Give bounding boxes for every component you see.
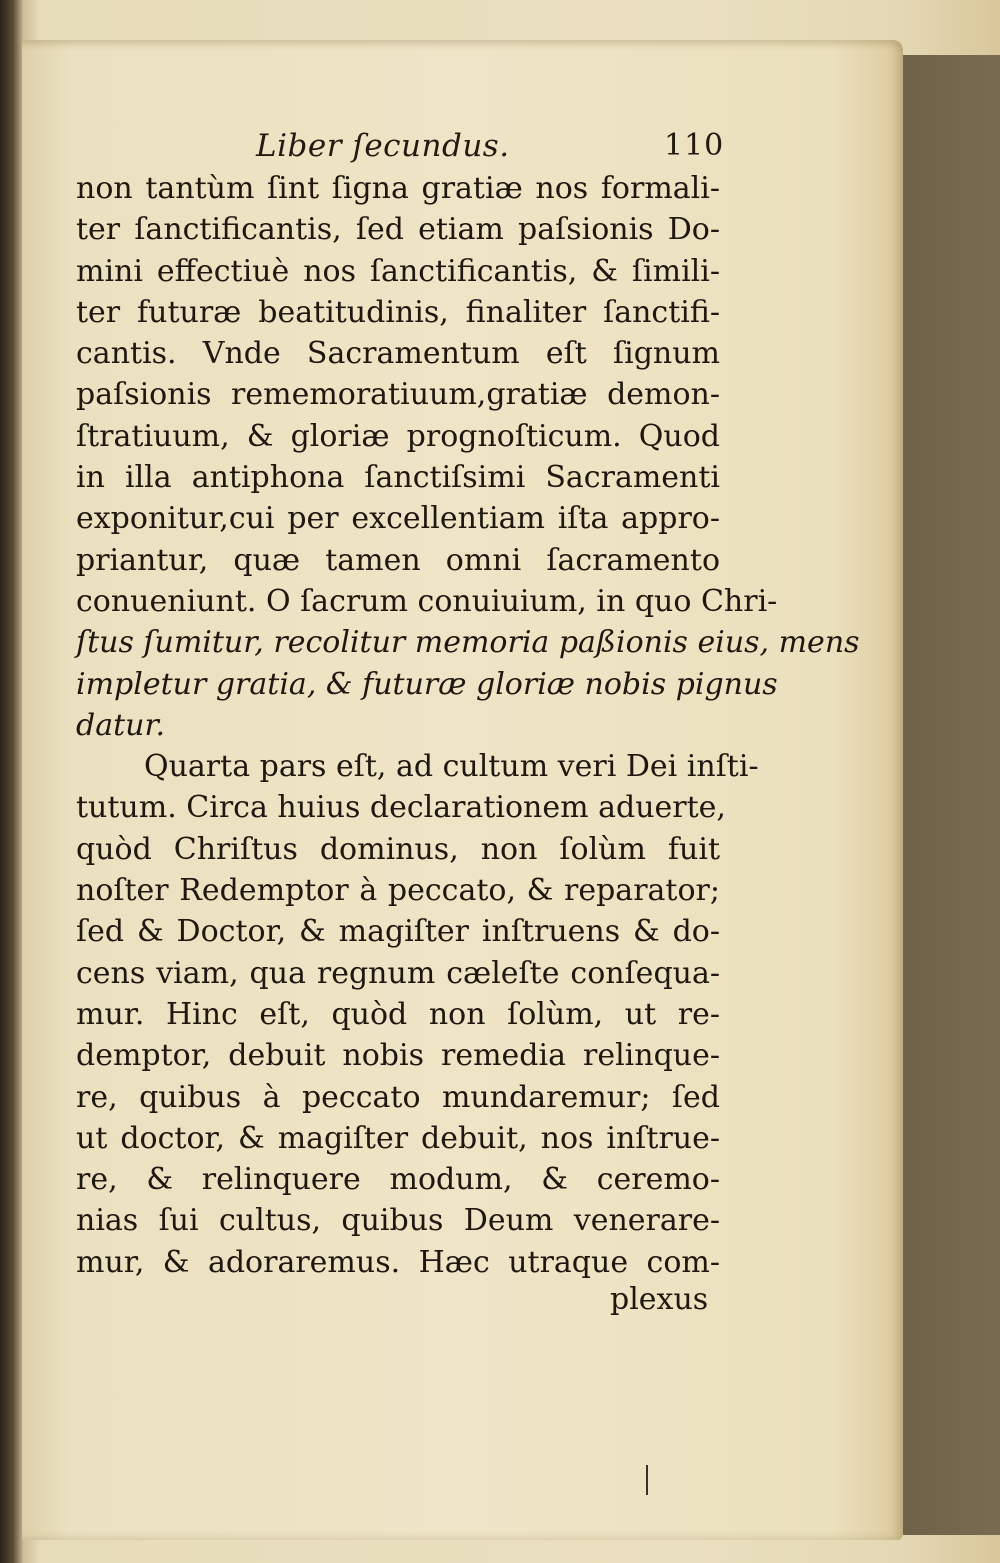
- text-line: mur. Hinc eſt, quòd non ſolùm, ut re-: [76, 996, 720, 1032]
- text-line: mini effectiuè nos ſanctificantis, & ſimili-: [76, 253, 720, 289]
- running-head-title: Liber ſecundus.: [256, 128, 510, 164]
- text-line: ut doctor, & magiſter debuit, nos inſtrue-: [76, 1120, 720, 1156]
- text-line: re, quibus à peccato mundaremur; ſed: [76, 1079, 720, 1115]
- stray-thread-mark: [646, 1465, 648, 1495]
- text-line: priantur, quæ tamen omni ſacramento: [76, 542, 720, 578]
- text-line: ter futuræ beatitudinis, finaliter ſanctifi-: [76, 294, 720, 330]
- text-line: non tantùm ſint ſigna gratiæ nos formali-: [76, 171, 720, 206]
- text-line-italic: ſtus ſumitur, recolitur memoria paßionis eius, mens: [76, 625, 860, 661]
- text-line: in illa antiphona ſanctiſsimi Sacramenti: [76, 460, 720, 496]
- facing-edge: [895, 55, 1000, 1535]
- paragraph-start-line: Quarta pars eſt, ad cultum veri Dei inſti-: [144, 749, 759, 785]
- running-head: [0, 128, 1000, 168]
- text-line: cantis. Vnde Sacramentum eſt ſignum: [76, 336, 720, 372]
- text-line: mur, & adoraremus. Hæc utraque com-: [76, 1244, 720, 1280]
- text-line: ſtratiuum, & gloriæ prognoſticum. Quod: [76, 418, 720, 454]
- text-line-italic: datur.: [76, 707, 166, 743]
- page-number: 110: [664, 128, 725, 163]
- text-line: re, & relinquere modum, & ceremo-: [76, 1162, 720, 1198]
- text-line: noſter Redemptor à peccato, & reparator;: [76, 873, 720, 909]
- text-line: ſed & Doctor, & magiſter inſtruens & do-: [76, 914, 720, 950]
- text-line-italic: impletur gratia, & futuræ gloriæ nobis pignus: [76, 666, 778, 702]
- text-line: exponitur,cui per excellentiam iſta appro-: [76, 501, 720, 537]
- catchword: plexus: [610, 1282, 709, 1317]
- text-line: ter ſanctificantis, ſed etiam paſsionis Do-: [76, 212, 720, 248]
- text-line: conueniunt. O ſacrum conuiuium, in quo Chri-: [76, 583, 778, 619]
- text-line: paſsionis rememoratiuum,gratiæ demon-: [76, 377, 720, 413]
- text-line: tutum. Circa huius declarationem aduerte,: [76, 790, 726, 826]
- text-line: demptor, debuit nobis remedia relinque-: [76, 1038, 720, 1074]
- text-line: cens viam, qua regnum cæleſte conſequa-: [76, 955, 720, 991]
- binding-gutter: [0, 0, 22, 1563]
- text-line: quòd Chriſtus dominus, non ſolùm fuit: [76, 831, 720, 867]
- text-line: nias ſui cultus, quibus Deum venerare-: [76, 1203, 720, 1239]
- body-text: [76, 168, 860, 1283]
